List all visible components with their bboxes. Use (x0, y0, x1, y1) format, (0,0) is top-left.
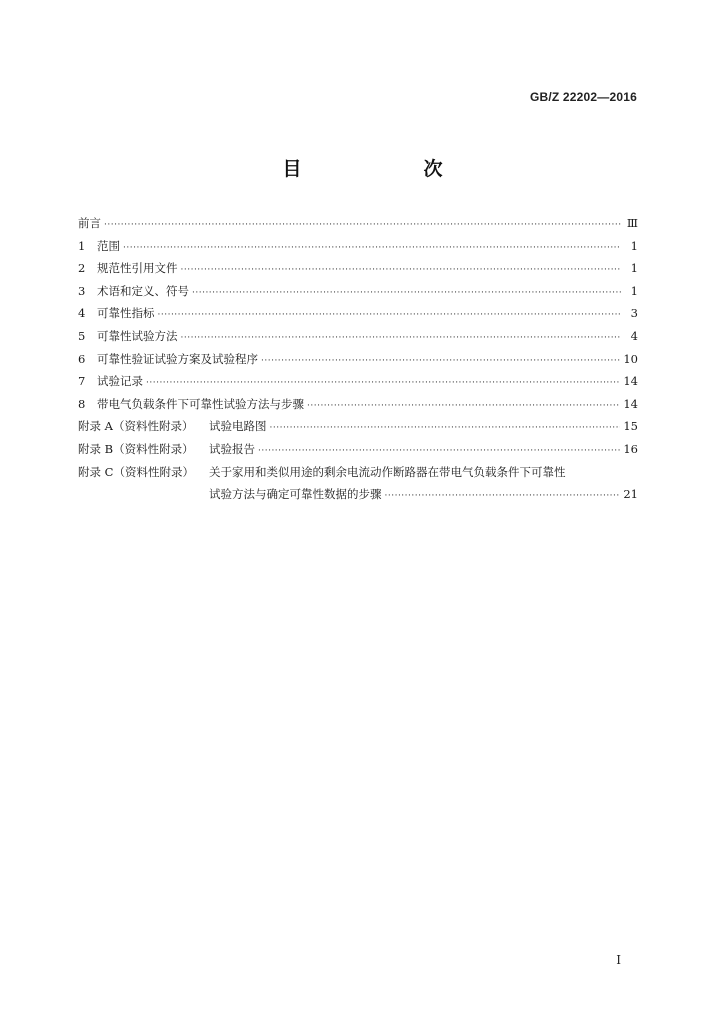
toc-entry-number: 4 (78, 306, 86, 321)
toc-leader-dots (146, 372, 620, 395)
toc-entry[interactable] (78, 302, 638, 325)
toc-leader-dots (261, 350, 620, 373)
toc-entry-page: 16 (623, 441, 638, 456)
toc-entry-label: 范围 (97, 238, 120, 253)
toc-entry-page: 15 (623, 419, 638, 434)
toc-entry-label: 可靠性试验方法 (97, 328, 178, 343)
page-number: I (616, 953, 621, 967)
table-of-contents (78, 212, 638, 506)
toc-leader-dots (181, 259, 622, 282)
toc-entry-foreword[interactable] (78, 212, 638, 235)
toc-entry-label: 可靠性指标 (97, 306, 155, 321)
toc-entry-appendix-c-continued[interactable] (78, 483, 638, 506)
toc-entry-label-continued: 试验方法与确定可靠性数据的步骤 (209, 487, 382, 502)
toc-leader-dots (385, 485, 621, 508)
standard-code: GB/Z 22202—2016 (529, 90, 637, 104)
toc-leader-dots (307, 395, 620, 418)
toc-entry-label: 可靠性验证试验方案及试验程序 (97, 351, 258, 366)
toc-leader-dots (104, 214, 621, 237)
toc-leader-dots (270, 417, 621, 440)
page-title: 目 次 (282, 158, 471, 180)
toc-entry-number: 6 (78, 351, 86, 366)
toc-entry[interactable] (78, 325, 638, 348)
toc-entry-appendix-a[interactable] (78, 415, 638, 438)
toc-entry-number: 5 (78, 328, 86, 343)
toc-entry-label: 术语和定义、符号 (97, 283, 189, 298)
toc-leader-dots (258, 440, 620, 463)
toc-appendix-prefix: 附录 C（资料性附录） (78, 464, 194, 479)
toc-entry-page: 14 (623, 374, 638, 389)
toc-entry-number: 7 (78, 374, 86, 389)
toc-entry[interactable] (78, 393, 638, 416)
toc-entry-label: 带电气负载条件下可靠性试验方法与步骤 (97, 396, 304, 411)
toc-entry-number: 2 (78, 261, 86, 276)
toc-entry-page: 21 (623, 487, 638, 502)
toc-entry-label: 关于家用和类似用途的剩余电流动作断路器在带电气负载条件下可靠性 (209, 464, 566, 479)
toc-entry[interactable] (78, 280, 638, 303)
toc-entry[interactable] (78, 257, 638, 280)
toc-entry-page: 10 (623, 351, 638, 366)
toc-leader-dots (192, 282, 621, 305)
toc-entry[interactable] (78, 348, 638, 371)
toc-leader-dots (158, 304, 622, 327)
toc-entry-page: 1 (630, 238, 638, 253)
toc-entry-label: 规范性引用文件 (97, 261, 178, 276)
toc-entry-number: 3 (78, 283, 86, 298)
toc-entry-page: 3 (630, 306, 638, 321)
toc-entry-label: 试验电路图 (209, 419, 267, 434)
toc-entry-label: 前言 (78, 216, 101, 230)
toc-entry-page: Ⅲ (626, 216, 638, 230)
toc-entry[interactable] (78, 235, 638, 258)
toc-entry[interactable] (78, 370, 638, 393)
toc-entry-label: 试验报告 (209, 441, 255, 456)
toc-entry-number: 1 (78, 238, 86, 253)
toc-entry-appendix-c[interactable] (78, 461, 638, 484)
toc-appendix-prefix: 附录 A（资料性附录） (78, 419, 194, 434)
toc-entry-page: 4 (630, 328, 638, 343)
toc-entry-page: 1 (630, 261, 638, 276)
toc-leader-dots (123, 237, 621, 260)
toc-entry-page: 14 (623, 396, 638, 411)
toc-appendix-prefix: 附录 B（资料性附录） (78, 441, 194, 456)
toc-entry-appendix-b[interactable] (78, 438, 638, 461)
toc-leader-dots (181, 327, 622, 350)
toc-entry-label: 试验记录 (97, 374, 143, 389)
toc-entry-page: 1 (630, 283, 638, 298)
toc-entry-number: 8 (78, 396, 86, 411)
